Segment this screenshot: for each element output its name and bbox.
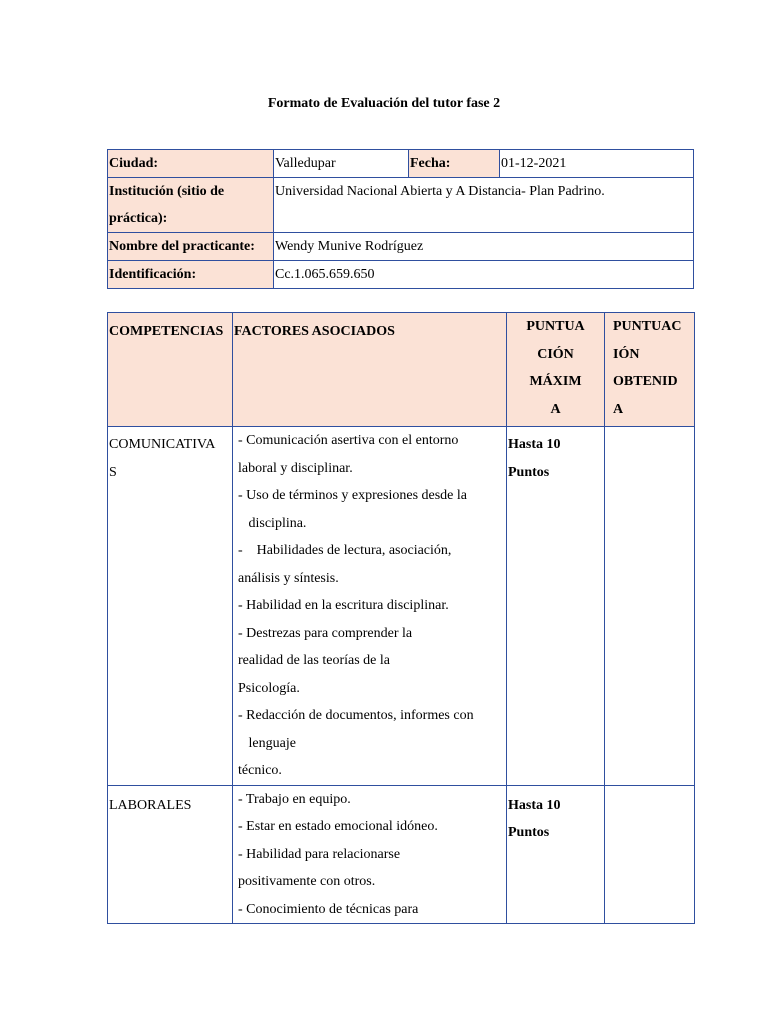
institucion-label-line: práctica): [109, 211, 168, 226]
institucion-label-line: Institución (sitio de [109, 184, 225, 199]
info-table [107, 149, 694, 289]
institucion-value: Universidad Nacional Abierta y A Distancia- Plan Padrino. [274, 178, 694, 233]
competencia-line: LABORALES [109, 797, 192, 813]
info-row-institucion [108, 178, 694, 233]
header-line: OBTENID [613, 374, 678, 389]
puntuacion-line: Puntos [508, 825, 550, 840]
fecha-value: 01-12-2021 [500, 150, 694, 178]
header-puntuacion-maxima [507, 313, 605, 427]
competencia-line: COMUNICATIVA [109, 437, 216, 452]
factor-line: laboral y disciplinar. [238, 460, 353, 476]
header-row [108, 313, 695, 427]
factores-cell [233, 785, 507, 924]
header-factores: FACTORES ASOCIADOS [233, 313, 507, 427]
header-line: A [550, 401, 561, 417]
competencias-table [107, 312, 695, 924]
factor-line: - Trabajo en equipo. [238, 791, 351, 807]
info-row-ciudad [108, 150, 694, 178]
identificacion-label: Identificación: [108, 261, 274, 289]
puntuacion-obtenida-cell[interactable] [605, 427, 695, 786]
factor-line: - Habilidad en la escritura disciplinar. [238, 598, 449, 613]
competencia-cell [108, 785, 233, 924]
factor-line: - Conocimiento de técnicas para [238, 901, 419, 917]
info-row-nombre [108, 233, 694, 261]
document-title: Formato de Evaluación del tutor fase 2 [267, 96, 501, 111]
factor-line: positivamente con otros. [238, 874, 376, 889]
factor-line: - Comunicación asertiva con el entorno [238, 433, 459, 448]
nombre-label: Nombre del practicante: [108, 233, 274, 261]
competencia-line: S [109, 464, 117, 480]
factor-line: análisis y síntesis. [238, 570, 339, 586]
table-row [108, 785, 695, 924]
factor-line: - Habilidades de lectura, asociación, [238, 543, 452, 558]
table-row [108, 427, 695, 786]
header-line: IÓN [613, 346, 640, 362]
puntuacion-cell [507, 785, 605, 924]
header-line: CIÓN [537, 346, 574, 362]
factor-line: Psicología. [238, 680, 300, 696]
factor-line: - Habilidad para relacionarse [238, 846, 401, 862]
puntuacion-cell [507, 427, 605, 786]
puntuacion-obtenida-cell[interactable] [605, 785, 695, 924]
factor-line: - Destrezas para comprender la [238, 625, 413, 641]
factor-line: - Redacción de documentos, informes con [238, 708, 474, 723]
header-puntuacion-obtenida [605, 313, 695, 427]
header-line: PUNTUA [526, 319, 585, 334]
factor-line: lenguaje [238, 735, 296, 751]
header-line: MÁXIM [529, 374, 582, 389]
ciudad-value: Valledupar [274, 150, 409, 178]
header-competencias: COMPETENCIAS [108, 313, 233, 427]
ciudad-label: Ciudad: [108, 150, 274, 178]
factores-cell [233, 427, 507, 786]
info-row-identificacion [108, 261, 694, 289]
puntuacion-line: Hasta 10 [508, 797, 561, 813]
fecha-label: Fecha: [409, 150, 500, 178]
competencia-cell [108, 427, 233, 786]
factor-line: técnico. [238, 763, 282, 778]
nombre-value: Wendy Munive Rodríguez [274, 233, 694, 261]
factor-line: realidad de las teorías de la [238, 653, 390, 668]
header-line: PUNTUAC [613, 319, 682, 334]
puntuacion-line: Puntos [508, 464, 550, 480]
institucion-label [108, 178, 274, 233]
header-line: A [613, 401, 624, 417]
factor-line: - Uso de términos y expresiones desde la [238, 488, 467, 503]
factor-line: disciplina. [238, 515, 307, 531]
identificacion-value: Cc.1.065.659.650 [274, 261, 694, 289]
puntuacion-line: Hasta 10 [508, 437, 561, 452]
factor-line: - Estar en estado emocional idóneo. [238, 819, 438, 834]
